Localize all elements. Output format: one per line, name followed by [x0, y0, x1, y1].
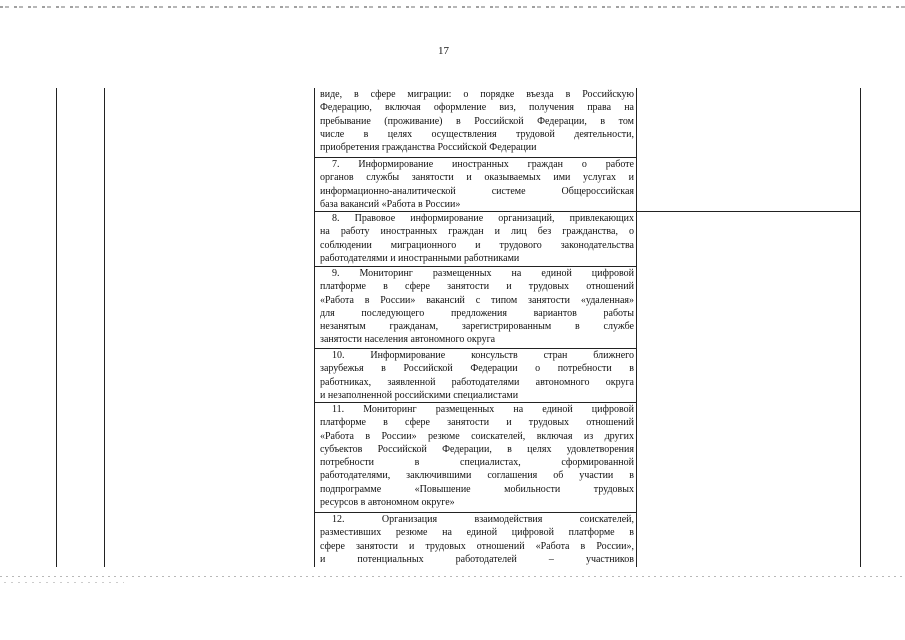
- row-text-line: платформе в сфере занятости и трудовых отношений: [320, 417, 634, 429]
- table-row: [314, 157, 636, 211]
- table-border-left: [56, 88, 57, 567]
- row-text-line: работодателями и иностранными работниками: [320, 252, 520, 264]
- column-divider-3: [636, 88, 637, 567]
- row-text-line: приобретения гражданства Российской Федерации: [320, 142, 537, 154]
- table-row: [314, 211, 636, 265]
- measures-column: [314, 88, 636, 567]
- row-text-line: 10. Информирование консульств стран ближнего: [332, 350, 634, 361]
- scan-edge-top: [0, 6, 905, 8]
- row-text-line: и потенциальных работодателей – участников: [320, 553, 634, 565]
- row-text-line: разместивших резюме на единой цифровой платформе в: [320, 527, 634, 539]
- document-table: [56, 88, 860, 567]
- row-text-line: занятости населения автономного округа: [320, 334, 496, 346]
- row-text-line: подпрограмме «Повышение мобильности трудовых: [320, 483, 634, 495]
- row-text-line: соблюдении миграционного и трудового законодательства: [320, 239, 634, 251]
- row-text-line: виде, в сфере миграции: о порядке въезда в Российскую: [320, 89, 634, 100]
- row-text-line: 8. Правовое информирование организаций, привлекающих: [332, 213, 634, 224]
- row-text-line: зарубежья в Российской Федерации о потребности в: [320, 363, 634, 375]
- page-number: 17: [438, 45, 449, 57]
- row-text-line: платформе в сфере занятости и трудовых отношений: [320, 281, 634, 293]
- table-row: [314, 88, 636, 154]
- row-text-line: информационно-аналитической системе Общероссийская: [320, 185, 634, 197]
- row-text-line: работодателями, заключившими соглашения об участии в: [320, 470, 634, 482]
- row-text-line: 9. Мониторинг размещенных на единой цифровой: [332, 268, 634, 279]
- row-text-line: «Работа в России» вакансий с типом занятости «удаленная»: [320, 294, 634, 306]
- table-row: [314, 266, 636, 347]
- row-text-line: 12. Организация взаимодействия соискателей,: [332, 514, 634, 525]
- row-text-line: для последующего предложения вариантов работы: [320, 307, 634, 319]
- row-text-line: числе в целях осуществления трудовой деятельности,: [320, 128, 634, 140]
- scan-edge-bottom-fragment: [4, 582, 124, 583]
- table-row: [314, 512, 636, 566]
- row-text-line: и незаполненной российскими специалистами: [320, 389, 519, 401]
- table-row: [314, 348, 636, 402]
- row-text-line: сфере занятости и трудовых отношений «Работа в России»,: [320, 540, 634, 552]
- row-text-line: субъектов Российской Федерации, в целях удовлетворения: [320, 443, 634, 455]
- row-text-line: база вакансий «Работа в России»: [320, 198, 461, 210]
- column-divider-1: [104, 88, 105, 567]
- table-row: [314, 402, 636, 509]
- row-text-line: органов службы занятости и оказываемых ими услугах и: [320, 172, 634, 184]
- row-text-line: пребывание (проживание) в Российской Федерации, в том: [320, 115, 634, 127]
- row-text-line: работниках, заявленной работодателями автономного округа: [320, 376, 634, 388]
- row-text-line: «Работа в России» резюме соискателей, включая из других: [320, 430, 634, 442]
- row-text-line: Федерацию, включая оформление виз, получения права на: [320, 102, 634, 114]
- row-text-line: на работу иностранных граждан и лиц без гражданства, о: [320, 226, 634, 238]
- row-text-line: 11. Мониторинг размещенных на единой цифровой: [332, 404, 634, 415]
- table-border-right: [860, 88, 861, 567]
- right-column-row-border: [636, 211, 860, 212]
- scan-edge-bottom: [0, 576, 905, 577]
- row-text-line: 7. Информирование иностранных граждан о работе: [332, 159, 634, 170]
- row-text-line: ресурсов в автономном округе»: [320, 497, 455, 509]
- row-text-line: незанятым гражданам, зарегистрированным в службе: [320, 321, 634, 333]
- row-text-line: потребности в специалистах, сформированной: [320, 457, 634, 469]
